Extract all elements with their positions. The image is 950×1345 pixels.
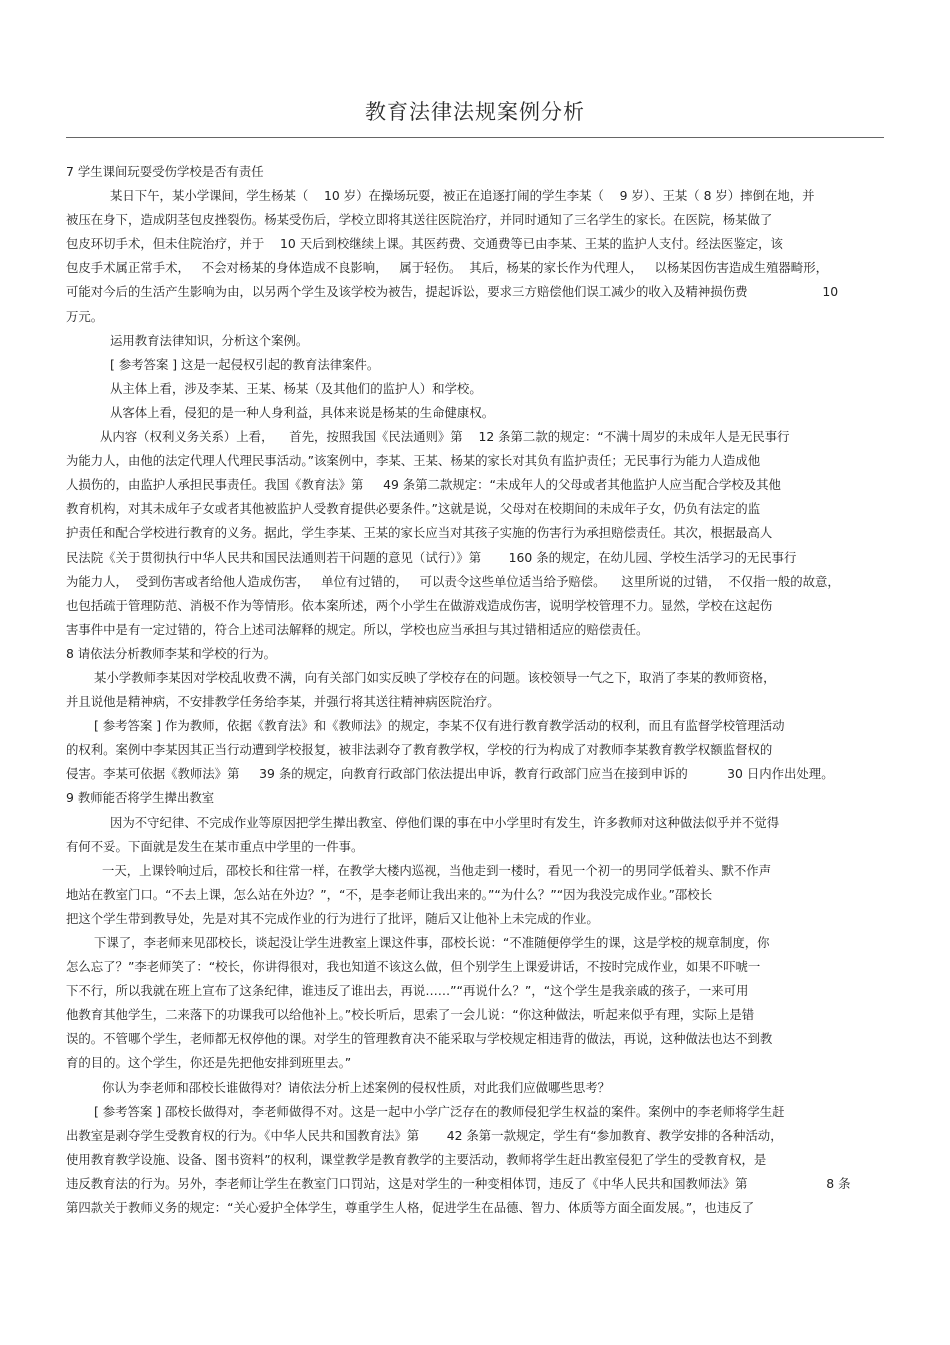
text-line: 万元。 (66, 308, 104, 324)
text-line: 为能力人， 受到伤害或者给他人造成伤害， 单位有过错的， 可以责令这些单位适当给予赔偿。 这里所说的过错， 不仅指一般的故意， (66, 573, 840, 589)
document-body (66, 160, 886, 1220)
text-line: 他教育其他学生，二来落下的功课我可以给他补上。”校长听后，思索了一会儿说：“你这种做法，听起来似乎有理，实际上是错 (66, 1007, 755, 1023)
text-line: 可能对今后的生活产生影响为由，以另两个学生及该学校为被告，提起诉讼，要求三方赔偿他们误工减少的收入及精神损伤费 10 (66, 284, 839, 300)
text-line: 为能力人，由他的法定代理人代理民事活动。”该案例中，李某、王某、杨某的家长对其负有监护责任；无民事行为能力人造成他 (66, 453, 761, 469)
text-line: 8 请依法分析教师李某和学校的行为。 (66, 645, 277, 661)
text-line: 违反教育法的行为。另外，李老师让学生在教室门口罚站，这是对学生的一种变相体罚，违反了《中华人民共和国教师法》第 8 条 (66, 1175, 851, 1191)
text-line: 使用教育教学设施、设备、图书资料”的权利，课堂教学是教育教学的主要活动，教师将学生赶出教室侵犯了学生的受教育权，是 (66, 1151, 767, 1167)
text-line: 的权利。案例中李某因其正当行动遭到学校报复，被非法剥夺了教育教学权，学校的行为构成了对教师李某教育教学权额监督权的 (66, 742, 773, 758)
text-line: 被压在身下，造成阴茎包皮挫裂伤。杨某受伤后，学校立即将其送往医院治疗，并同时通知了三名学生的家长。在医院，杨某做了 (66, 212, 773, 228)
text-line: 包皮手术属正常手术， 不会对杨某的身体造成不良影响， 属于轻伤。 其后，杨某的家长作为代理人， 以杨某因伤害造成生殖器畸形， (66, 260, 828, 276)
text-line: 从主体上看，涉及李某、王某、杨某（及其他们的监护人）和学校。 (110, 380, 482, 396)
text-line: 把这个学生带到教导处，先是对其不完成作业的行为进行了批评，随后又让他补上未完成的作业。 (66, 910, 599, 926)
text-line: 从内容（权利义务关系）上看， 首先，按照我国《民法通则》第 12 条第二款的规定：“不满十周岁的未成年人是无民事行 (100, 429, 790, 445)
page-title: 教育法律法规案例分析 (365, 100, 585, 124)
text-line: 也包括疏于管理防范、消极不作为等情形。依本案所述，两个小学生在做游戏造成伤害，说明学校管理不力。显然，学校在这起伤 (66, 597, 773, 613)
text-line: 误的。不管哪个学生，老师都无权停他的课。对学生的管理教育决不能采取与学校规定相违背的做法，再说，这种做法也达不到教 (66, 1031, 773, 1047)
text-line: 护责任和配合学校进行教育的义务。据此，学生李某、王某的家长应当对其孩子实施的伤害行为承担赔偿责任。其次，根据最高人 (66, 525, 773, 541)
text-line: 9 教师能否将学生撵出教室 (66, 790, 215, 806)
text-line: 一天，上课铃响过后，邵校长和往常一样，在教学大楼内巡视，当他走到一楼时，看见一个初一的男同学低着头、默不作声 (102, 862, 772, 878)
text-line: 因为不守纪律、不完成作业等原因把学生撵出教室、停他们课的事在中小学里时有发生，许多教师对这种做法似乎并不觉得 (110, 814, 780, 830)
text-line: 某小学教师李某因对学校乱收费不满，向有关部门如实反映了学校存在的问题。该校领导一气之下，取消了李某的教师资格， (94, 669, 776, 685)
text-line: 第四款关于教师义务的规定：“关心爱护全体学生，尊重学生人格，促进学生在品德、智力、体质等方面全面发展。”，也违反了 (66, 1200, 755, 1216)
text-line: 运用教育法律知识，分析这个案例。 (110, 332, 309, 348)
text-line: 下不行，所以我就在班上宣布了这条纪律，谁违反了谁出去，再说……”“再说什么？”，“这个学生是我亲戚的孩子，一来可用 (66, 983, 749, 999)
text-line: 从客体上看，侵犯的是一种人身利益，具体来说是杨某的生命健康权。 (110, 404, 495, 420)
text-line: 侵害。李某可依据《教师法》第 39 条的规定，向教育行政部门依法提出申诉，教育行政部门应当在接到申诉的 30 日内作出处理。 (66, 766, 834, 782)
text-line: [ 参考答案 ] 作为教师，依据《教育法》和《教师法》的规定，李某不仅有进行教育教学活动的权利，而且有监督学校管理活动 (94, 718, 785, 734)
text-line: 出教室是剥夺学生受教育权的行为。《中华人民共和国教育法》第 42 条第一款规定，学生有“参加教育、教学安排的各种活动， (66, 1127, 783, 1143)
title-divider (66, 137, 884, 138)
text-line: 包皮环切手术，但未住院治疗，并于 10 天后到校继续上课。其医药费、交通费等已由李某、王某的监护人支付。经法医鉴定，该 (66, 236, 783, 252)
text-line: 育的目的。这个学生，你还是先把他安排到班里去。” (66, 1055, 352, 1071)
text-line: [ 参考答案 ] 这是一起侵权引起的教育法律案件。 (110, 356, 380, 372)
text-line: 人损伤的，由监护人承担民事责任。我国《教育法》第 49 条第二款规定：“未成年人的父母或者其他监护人应当配合学校及其他 (66, 477, 781, 493)
text-line: 害事件中是有一定过错的，符合上述司法解释的规定。所以，学校也应当承担与其过错相适应的赔偿责任。 (66, 621, 649, 637)
text-line: 你认为李老师和邵校长谁做得对？请依法分析上述案例的侵权性质，对此我们应做哪些思考？ (102, 1079, 611, 1095)
text-line: 教育机构，对其未成年子女或者其他被监护人受教育提供必要条件。”这就是说，父母对在校期间的未成年子女，仍负有法定的监 (66, 501, 761, 517)
text-line: 怎么忘了？”李老师笑了：“校长，你讲得很对，我也知道不该这么做，但个别学生上课爱讲话，不按时完成作业，如果不吓唬一 (66, 959, 761, 975)
text-line: 地站在教室门口。“不去上课，怎么站在外边？”，“不，是李老师让我出来的。”“为什么？”“因为我没完成作业。”邵校长 (66, 886, 713, 902)
text-line: [ 参考答案 ] 邵校长做得对，李老师做得不对。这是一起中小学广泛存在的教师侵犯学生权益的案件。案例中的李老师将学生赶 (94, 1103, 785, 1119)
text-line: 7 学生课间玩耍受伤学校是否有责任 (66, 164, 264, 179)
text-line: 某日下午，某小学课间，学生杨某（ 10 岁）在操场玩耍，被正在追逐打闹的学生李某（ 9 岁）、王某（ 8 岁）摔倒在地，并 (110, 188, 815, 204)
text-line: 民法院《关于贯彻执行中华人民共和国民法通则若干问题的意见（试行）》第 160 条的规定，在幼儿园、学校生活学习的无民事行 (66, 549, 797, 565)
text-line: 并且说他是精神病，不安排教学任务给李某，并强行将其送往精神病医院治疗。 (66, 694, 500, 710)
text-line: 下课了，李老师来见邵校长，谈起没让学生进教室上课这件事，邵校长说：“不准随便停学生的课，这是学校的规章制度，你 (94, 935, 770, 950)
text-line: 有何不妥。下面就是发生在某市重点中学里的一件事。 (66, 838, 364, 854)
